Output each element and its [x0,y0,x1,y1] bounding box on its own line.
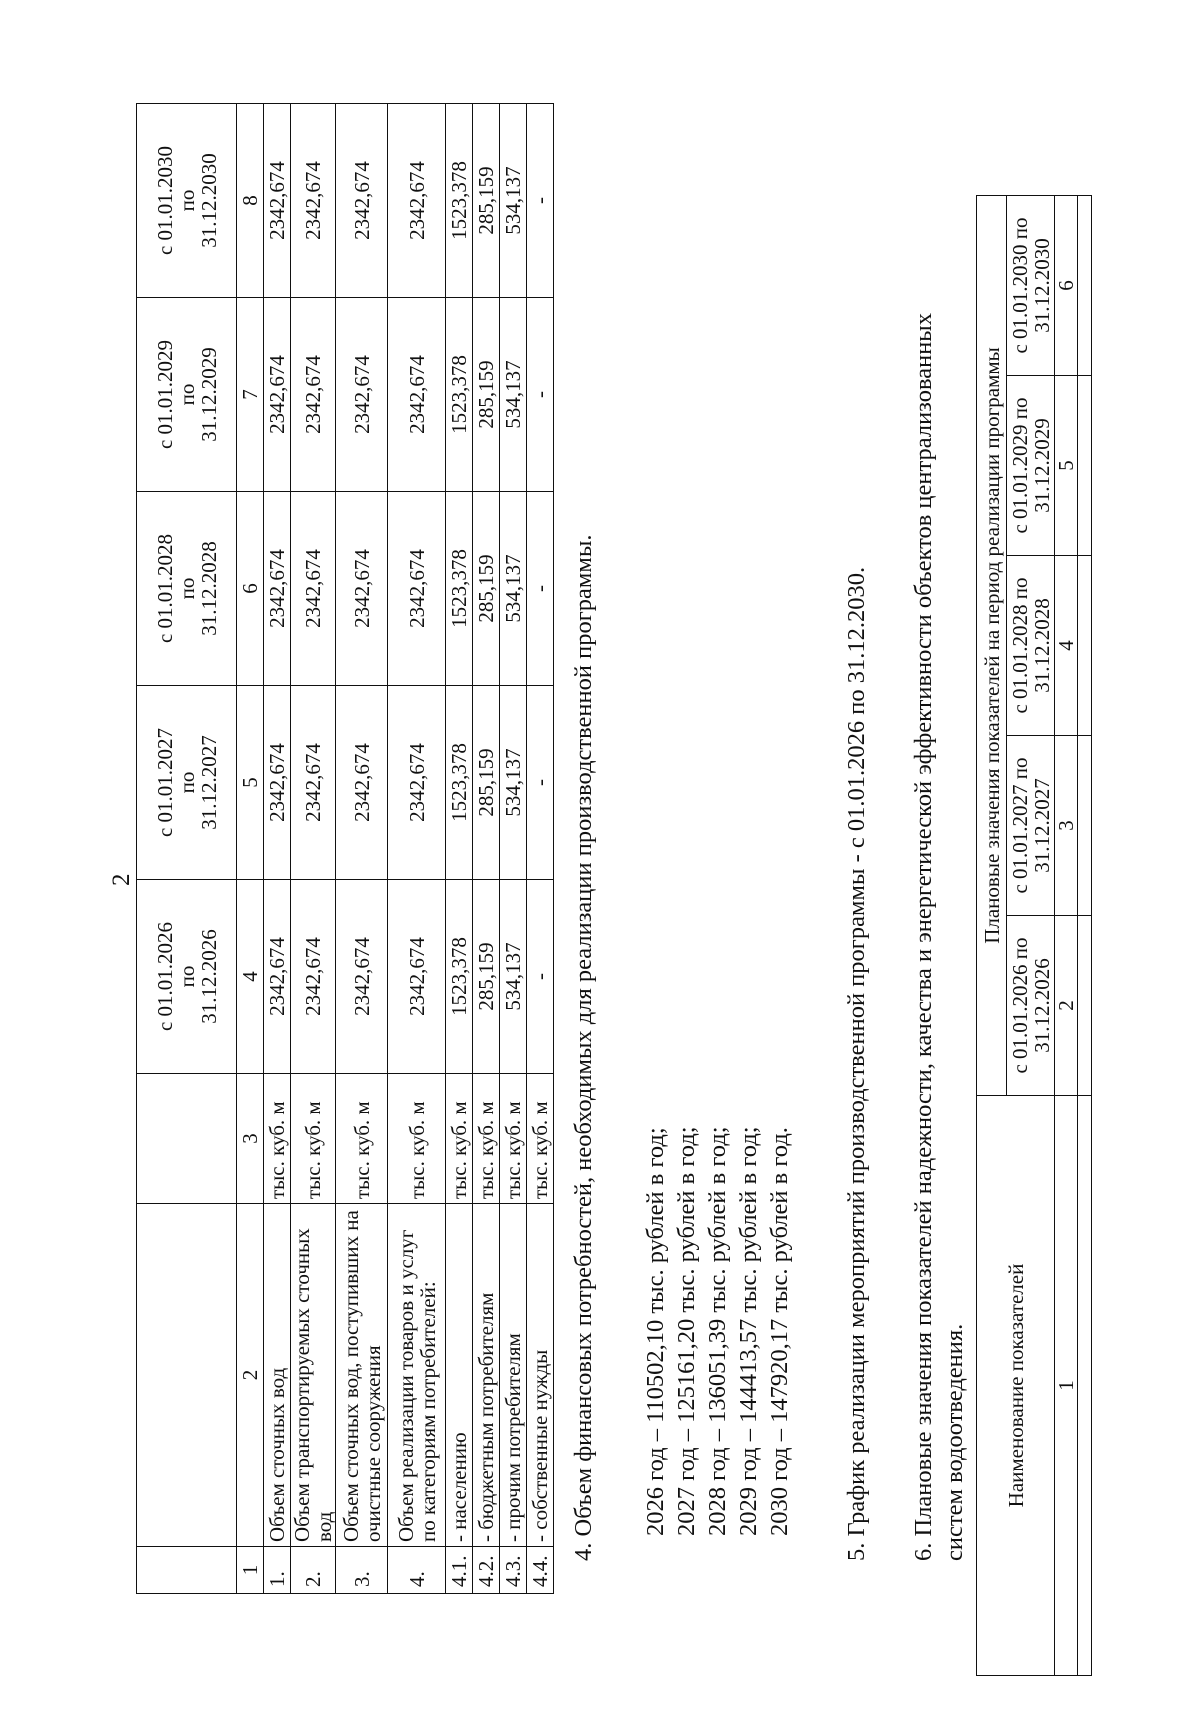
col-number: 2 [237,1204,264,1547]
row-value: 2342,674 [264,104,291,298]
row-unit: тыс. куб. м [264,1074,291,1204]
row-value: 2342,674 [336,298,388,492]
row-number: 4. [388,1547,446,1594]
row-number: 4.3. [500,1547,527,1594]
row-value: 2342,674 [291,492,336,686]
row-value: 1523,378 [446,492,473,686]
row-value: 1523,378 [446,298,473,492]
table-row [527,104,554,1594]
period-header-2028: с 01.01.2028 по 31.12.2028 [137,492,237,686]
financial-line: 2027 год – 125161,20 тыс. рублей в год; [673,1126,700,1536]
empty-cell [1078,736,1092,916]
row-value: 285,159 [473,104,500,298]
row-value: 534,137 [500,686,527,880]
col-number: 3 [237,1074,264,1204]
col-number: 6 [237,492,264,686]
col-number: 1 [237,1547,264,1594]
row-number: 4.1. [446,1547,473,1594]
row-value: 2342,674 [291,686,336,880]
empty-cell [1078,556,1092,736]
table-row [446,104,473,1594]
empty-cell [1078,916,1092,1096]
header-cell [137,1547,237,1594]
row-name: Объем транспортируемых сточных вод [291,1204,336,1547]
period-header-2029: с 01.01.2029 по 31.12.2029 [137,298,237,492]
financial-line: 2026 год – 110502,10 тыс. рублей в год; [642,1127,669,1536]
row-value: - [527,298,554,492]
row-name: Объем сточных вод, поступивших на очистные сооружения [336,1204,388,1547]
row-value: 285,159 [473,686,500,880]
row-number: 2. [291,1547,336,1594]
row-value: 1523,378 [446,686,473,880]
row-value: - [527,686,554,880]
empty-cell [1078,376,1092,556]
row-value: 534,137 [500,492,527,686]
period-header: с 01.01.2026 по 31.12.2026 [1007,916,1055,1096]
row-unit: тыс. куб. м [388,1074,446,1204]
row-value: 2342,674 [264,880,291,1074]
row-name: Объем реализации товаров и услуг по категориям потребителей: [388,1204,446,1547]
row-name: Объем сточных вод [264,1204,291,1547]
section-6-title: 6. Плановые значения показателей надежности, качества и энергетической эффективности объектов централизованных систем водоотведения. [910,312,968,1561]
col-number: 2 [1055,916,1078,1096]
row-value: 534,137 [500,880,527,1074]
row-value: 285,159 [473,298,500,492]
table-row [1078,195,1092,1675]
period-header: с 01.01.2030 по 31.12.2030 [1007,195,1055,375]
col-number: 5 [237,686,264,880]
financial-needs-list [640,1126,795,1536]
row-value: 2342,674 [336,686,388,880]
row-value: 2342,674 [264,686,291,880]
row-value: 2342,674 [264,298,291,492]
indicator-name-header: Наименование показателей [977,1096,1055,1676]
row-value: 2342,674 [291,104,336,298]
row-unit: тыс. куб. м [336,1074,388,1204]
financial-line: 2029 год – 144413,57 тыс. рублей в год; [735,1126,762,1536]
period-header-2026: с 01.01.2026 по 31.12.2026 [137,880,237,1074]
table-row [388,104,446,1594]
production-volume-table [136,103,554,1594]
row-value: 285,159 [473,492,500,686]
row-unit: тыс. куб. м [527,1074,554,1204]
row-value: 534,137 [500,104,527,298]
col-number: 4 [237,880,264,1074]
row-unit: тыс. куб. м [500,1074,527,1204]
row-name: - населению [446,1204,473,1547]
table-row [473,104,500,1594]
row-value: - [527,492,554,686]
row-value: 2342,674 [291,880,336,1074]
row-value: 1523,378 [446,104,473,298]
row-number: 4.4. [527,1547,554,1594]
empty-cell [1078,1096,1092,1676]
reliability-indicators-table [976,195,1092,1676]
planned-values-header: Плановые значения показателей на период реализации программы [977,195,1007,1095]
row-value: 285,159 [473,880,500,1074]
page-number: 2 [108,873,135,886]
row-number: 3. [336,1547,388,1594]
row-name: - прочим потребителям [500,1204,527,1547]
financial-line: 2028 год – 136051,39 тыс. рублей в год; [704,1126,731,1536]
column-number-row [237,104,264,1594]
row-number: 1. [264,1547,291,1594]
row-unit: тыс. куб. м [473,1074,500,1204]
row-name: - собственные нужды [527,1204,554,1547]
col-number: 8 [237,104,264,298]
period-header: с 01.01.2028 по 31.12.2028 [1007,556,1055,736]
section-4-title: 4. Объем финансовых потребностей, необходимых для реализации производственной программы. [570,534,597,1561]
row-value: 2342,674 [336,104,388,298]
column-number-row [1055,195,1078,1675]
row-value: 2342,674 [388,686,446,880]
row-value: 2342,674 [336,880,388,1074]
row-value: 2342,674 [388,104,446,298]
period-header: с 01.01.2029 по 31.12.2029 [1007,376,1055,556]
col-number: 5 [1055,376,1078,556]
row-value: 2342,674 [336,492,388,686]
row-value: 2342,674 [388,492,446,686]
section-5-title: 5. График реализации мероприятий производственной программы - с 01.01.2026 по 31.12.2030. [843,566,870,1561]
header-cell [137,1074,237,1204]
row-unit: тыс. куб. м [291,1074,336,1204]
row-value: 2342,674 [264,492,291,686]
table-header-row [137,104,237,1594]
row-value: 534,137 [500,298,527,492]
period-header: с 01.01.2027 по 31.12.2027 [1007,736,1055,916]
table-row [336,104,388,1594]
row-value: - [527,104,554,298]
col-number: 1 [1055,1096,1078,1676]
row-value: 2342,674 [388,298,446,492]
empty-cell [1078,195,1092,375]
period-header-2030: с 01.01.2030 по 31.12.2030 [137,104,237,298]
financial-line: 2030 год – 147920,17 тыс. рублей в год. [766,1127,793,1536]
row-unit: тыс. куб. м [446,1074,473,1204]
col-number: 6 [1055,195,1078,375]
row-value: 1523,378 [446,880,473,1074]
col-number: 3 [1055,736,1078,916]
col-number: 4 [1055,556,1078,736]
group-header-row [977,195,1007,1675]
row-value: 2342,674 [388,880,446,1074]
period-header-2027: с 01.01.2027 по 31.12.2027 [137,686,237,880]
table-row [500,104,527,1594]
table-row [291,104,336,1594]
table-row [264,104,291,1594]
row-value: - [527,880,554,1074]
row-value: 2342,674 [291,298,336,492]
row-number: 4.2. [473,1547,500,1594]
header-cell [137,1204,237,1547]
row-name: - бюджетным потребителям [473,1204,500,1547]
col-number: 7 [237,298,264,492]
